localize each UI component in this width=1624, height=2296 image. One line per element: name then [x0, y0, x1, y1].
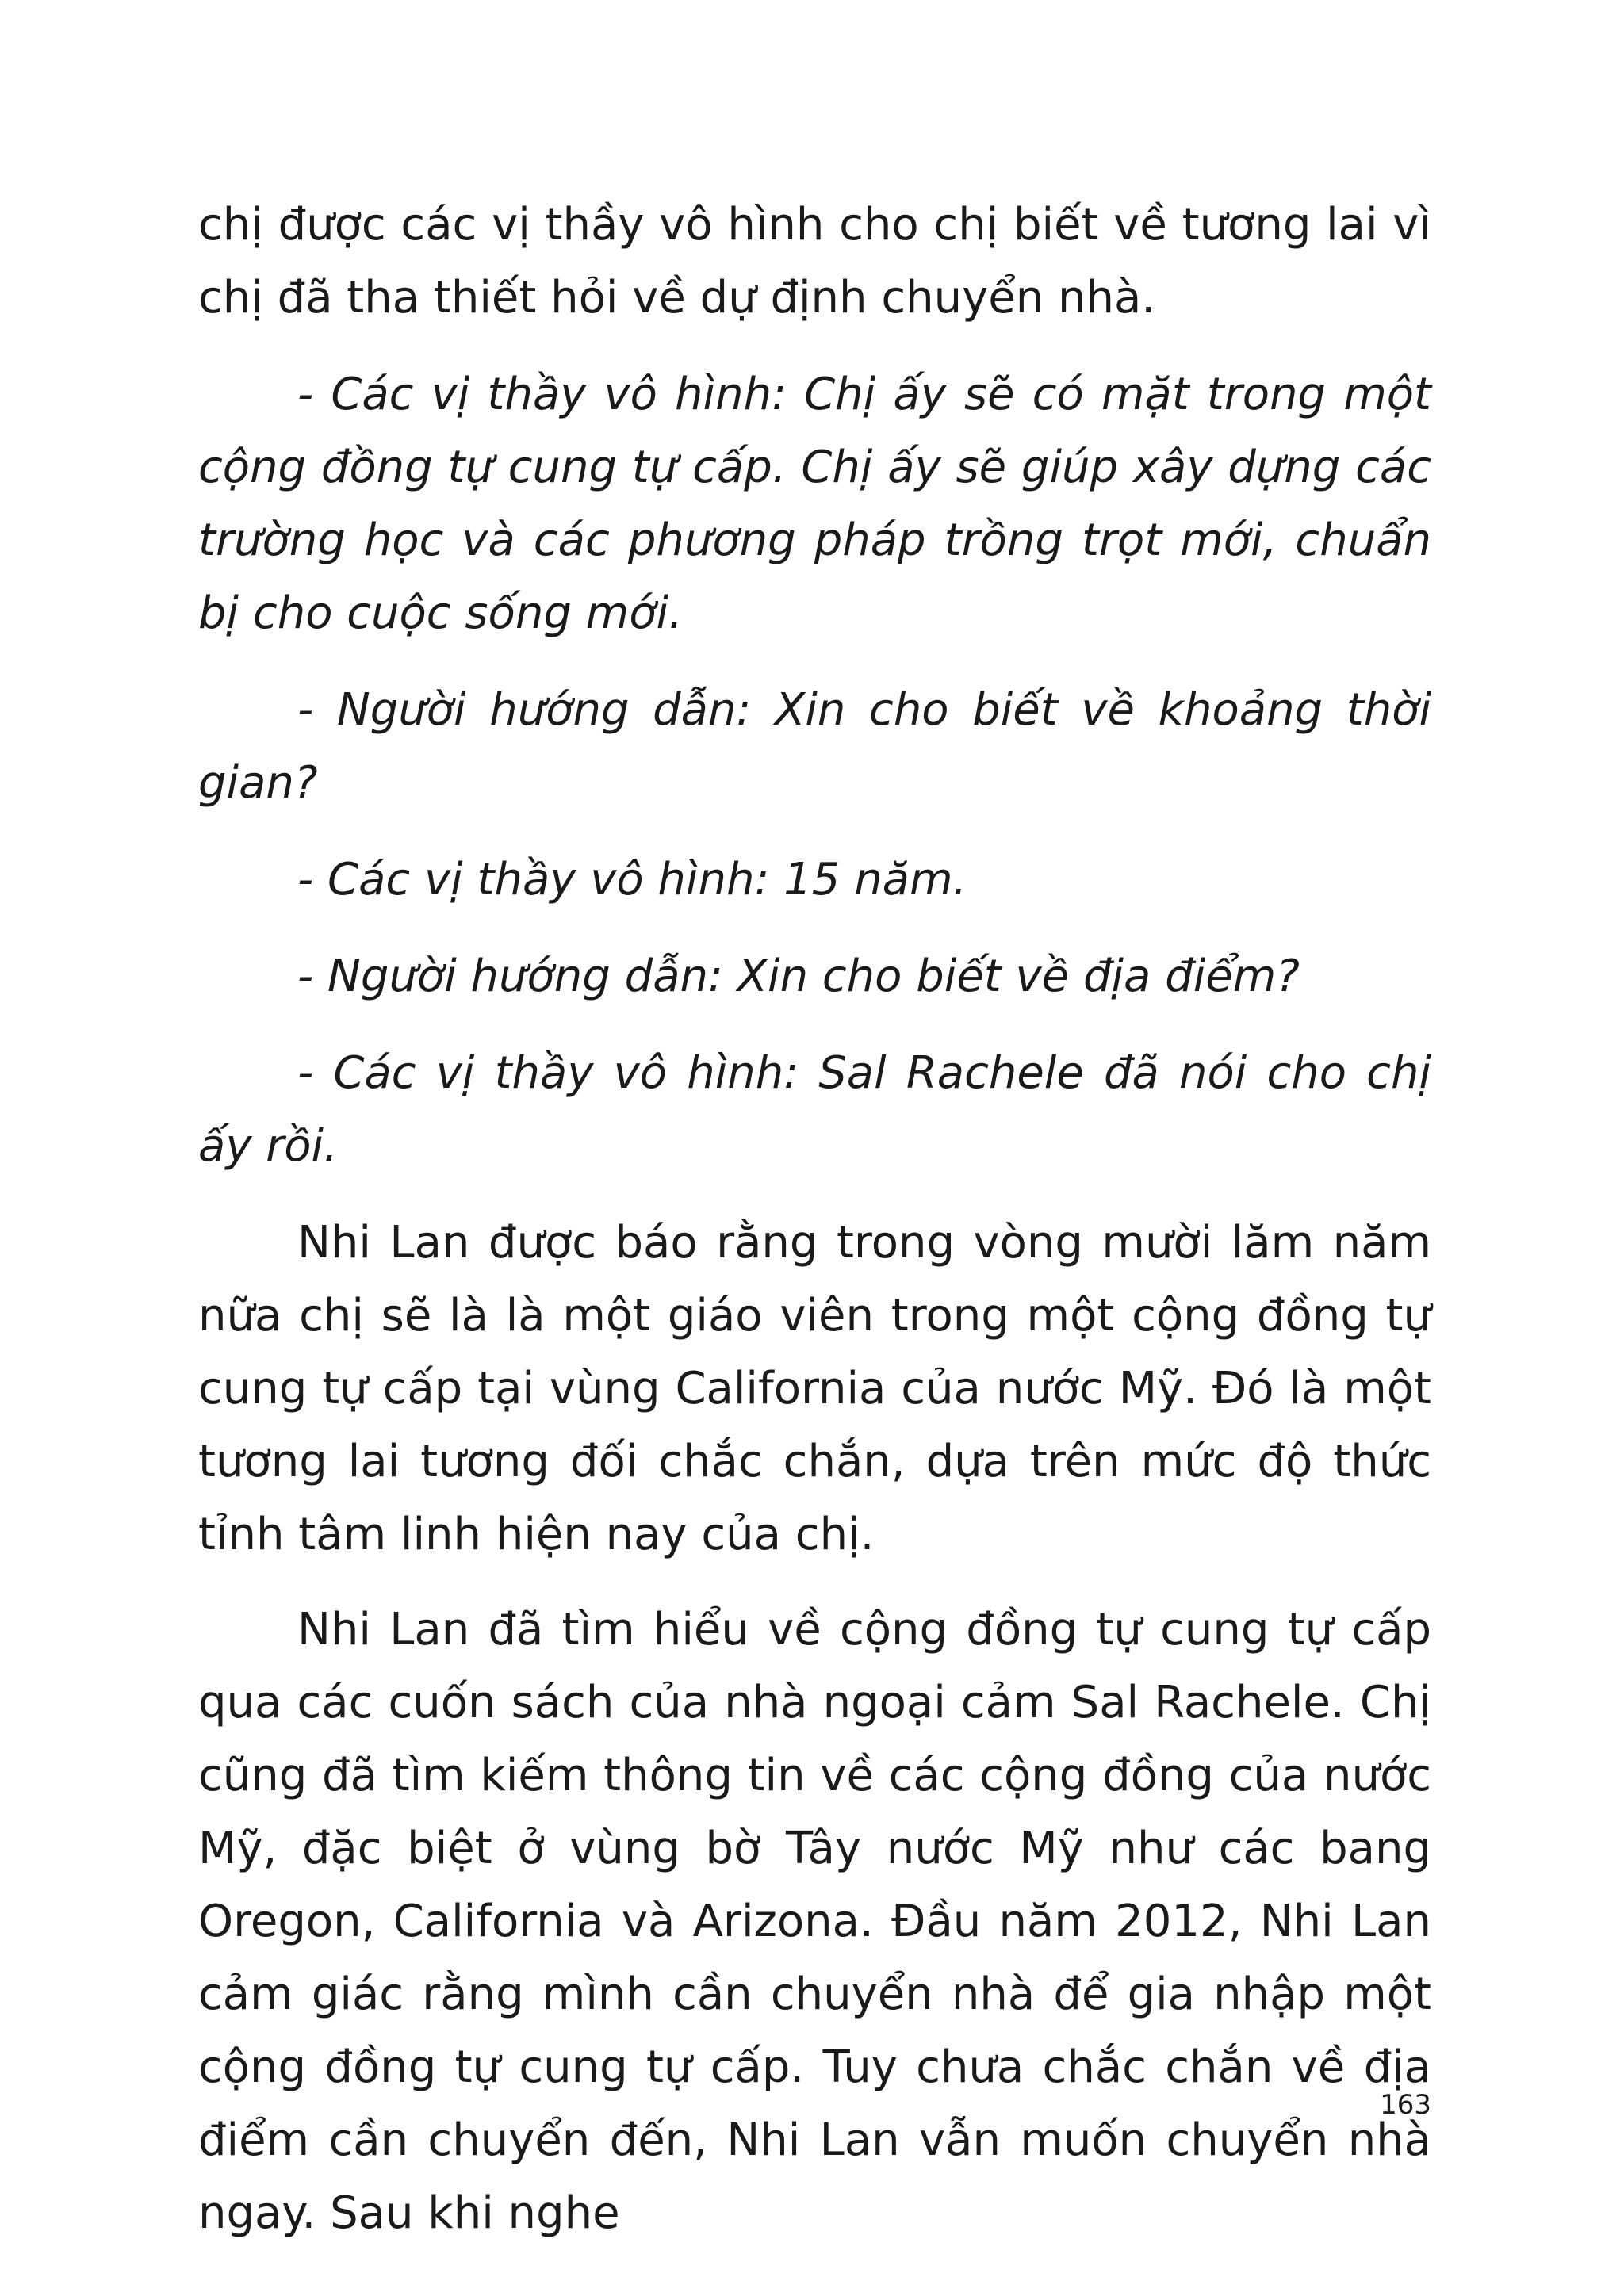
dialogue-masters-location-answer: - Các vị thầy vô hình: Sal Rachele đã nói cho chị ấy rồi.: [198, 1047, 1431, 1172]
paragraph-nhi-lan-teacher: Nhi Lan được báo rằng trong vòng mười lăm năm nữa chị sẽ là là một giáo viên trong một cộng đồng tự cung tự cấp tại vùng California của nước Mỹ. Đó là một tương lai tương đối chắc chắn, dựa trên mức độ thức tỉnh tâm linh hiện nay của chị.: [198, 1217, 1431, 1560]
dialogue-masters-community: - Các vị thầy vô hình: Chị ấy sẽ có mặt trong một cộng đồng tự cung tự cấp. Chị ấy sẽ giúp xây dựng các trường học và các phương pháp trồng trọt mới, chuẩn bị cho cuộc sống mới.: [198, 369, 1431, 639]
paragraph-nhi-lan-research: Nhi Lan đã tìm hiểu về cộng đồng tự cung tự cấp qua các cuốn sách của nhà ngoại cảm Sal Rachele. Chị cũng đã tìm kiếm thông tin về các cộng đồng của nước Mỹ, đặc biệt ở vùng bờ Tây nước Mỹ như các bang Oregon, California và Arizona. Đầu năm 2012, Nhi Lan cảm giác rằng mình cần chuyển nhà để gia nhập một cộng đồng tự cung tự cấp. Tuy chưa chắc chắn về địa điểm cần chuyển đến, Nhi Lan vẫn muốn chuyển nhà ngay. Sau khi nghe: [198, 1604, 1431, 2239]
page-number: 163: [1380, 2089, 1431, 2121]
dialogue-guide-time-question: - Người hướng dẫn: Xin cho biết về khoảng thời gian?: [198, 684, 1431, 809]
body-text: [198, 189, 1431, 2250]
paragraph-continuation: chị được các vị thầy vô hình cho chị biết về tương lai vì chị đã tha thiết hỏi về dự định chuyển nhà.: [198, 199, 1431, 323]
dialogue-guide-location-question: - Người hướng dẫn: Xin cho biết về địa điểm?: [297, 951, 1300, 1002]
dialogue-masters-time-answer: - Các vị thầy vô hình: 15 năm.: [297, 854, 967, 905]
